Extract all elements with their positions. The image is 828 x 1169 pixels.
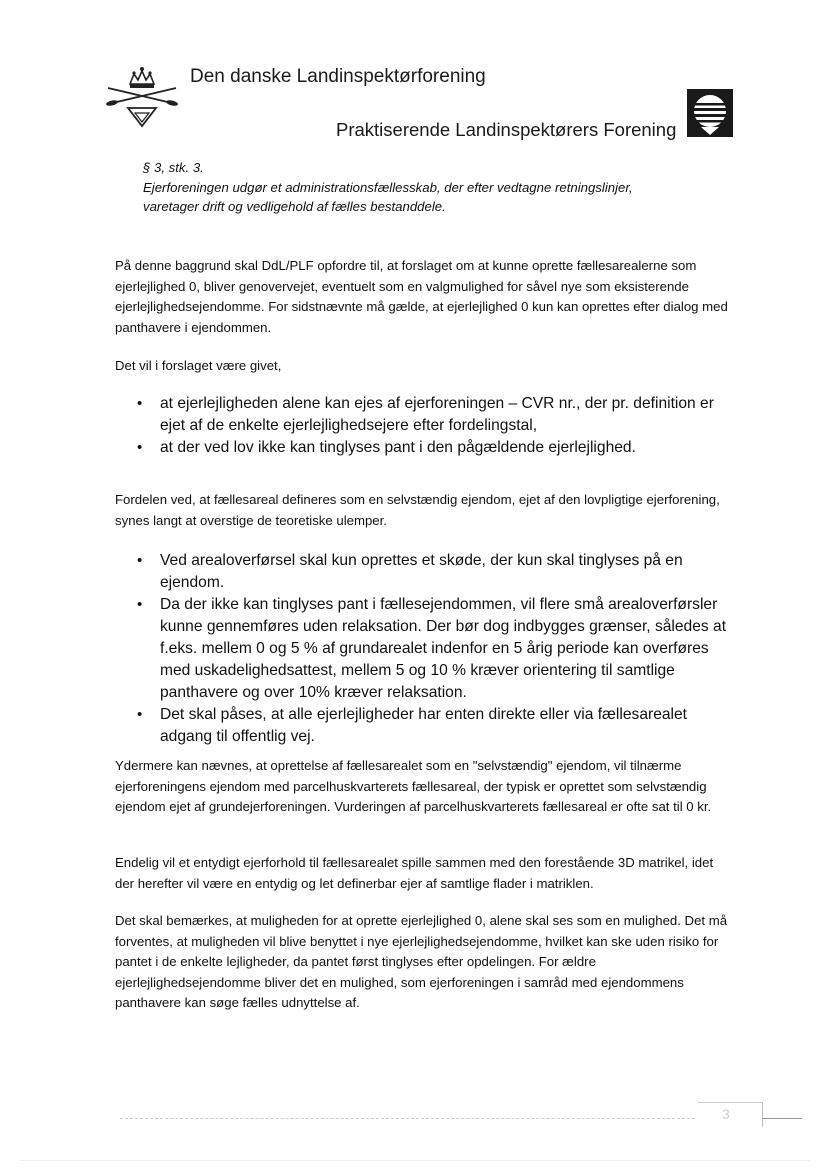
list-item: • Ved arealoverførsel skal kun oprettes et skøde, der kun skal tinglyses på en ejendom. [135,550,735,594]
page-number: 3 [722,1106,730,1122]
crown-emblem-icon [104,62,180,130]
list-item: • at der ved lov ikke kan tinglyses pant i den pågældende ejerlejlighed. [135,437,735,459]
bullet-list-1 [135,393,735,459]
paragraph-3: Fordelen ved, at fællesareal defineres som en selvstændig ejendom, ejet af den lovpligtige ejerforening, synes langt at overstige de teoretiske ulemper. [115,492,720,528]
paragraph-5: Endelig vil et entydigt ejerforhold til fællesarealet spille sammen med den forestående 3D matrikel, idet der herefter vil være en entydig og let definerbar ejer af samtlige flader i matriklen. [115,855,714,891]
quote-line-1: Ejerforeningen udgør et administrationsfællesskab, der efter vedtagne retningslinjer, [143,179,633,195]
footer-divider-right [762,1118,802,1119]
page-number-box [698,1102,763,1127]
bullet-list-2 [135,550,735,748]
striped-emblem-icon [687,89,733,137]
list-item: • Da der ikke kan tinglyses pant i fællesejendommen, vil flere små arealoverførsler kunne gennemføres uden relaksation. Der bør dog indbygges grænser, således at f.eks. mellem 0 og 5 % af grundarealet indenfor en 5 årig periode kan overføres med uskadelighedsattest, mellem 5 og 10 % kræver orientering til samtlige panthavere og over 10% kræver relaksation. [135,594,735,704]
org-name-primary: Den danske Landinspektørforening [190,66,486,87]
quote-line-2: varetager drift og vedligehold af fælles bestanddele. [143,199,446,214]
paragraph-1: På denne baggrund skal DdL/PLF opfordre til, at forslaget om at kunne oprette fællesarealerne som ejerlejlighed 0, bliver genovervejet, eventuelt som en valgmulighed for såvel nye som eksisterende ejerlejlighedsejendomme. For sidstnævnte må gælde, at ejerlejlighed 0 kun kan oprettes efter dialog med panthavere i ejendommen. [115,258,728,335]
list-item: • Det skal påses, at alle ejerlejligheder har enten direkte eller via fællesarealet adgang til offentlig vej. [135,704,735,748]
list-item: • at ejerlejligheden alene kan ejes af ejerforeningen – CVR nr., der pr. definition er ejet af de enkelte ejerlejlighedsejere efter fordelingstal, [135,393,735,437]
bottom-edge-line [20,1160,810,1161]
paragraph-2: Det vil i forslaget være givet, [115,358,282,373]
paragraph-6: Det skal bemærkes, at muligheden for at oprette ejerlejlighed 0, alene skal ses som en mulighed. Det må forventes, at muligheden vil blive benyttet i nye ejerlejlighedsejendomme, hvilket kan ske uden risiko for pantet i de enkelte lejligheder, da pantet først tinglyses efter opdelingen. For ældre ejerlejlighedsejendomme bliver det en mulighed, som ejerforeningen i samråd med ejendommens panthavere kan søge fælles udnyttelse af. [115,913,728,1010]
quote-reference: § 3, stk. 3. [143,160,204,175]
statute-quote [143,158,763,217]
paragraph-4: Ydermere kan nævnes, at oprettelse af fællesarealet som en "selvstændig" ejendom, vil tilnærme ejerforeningens ejendom med parcelhuskvarterets fællesareal, der typisk er oprettet som selvstændig ejendom ejet af grundejerforeningen. Vurderingen af parcelhuskvarterets fællesareal er ofte sat til 0 kr. [115,758,712,814]
org-name-secondary: Praktiserende Landinspektørers Forening [336,119,677,140]
footer-divider [120,1118,695,1119]
